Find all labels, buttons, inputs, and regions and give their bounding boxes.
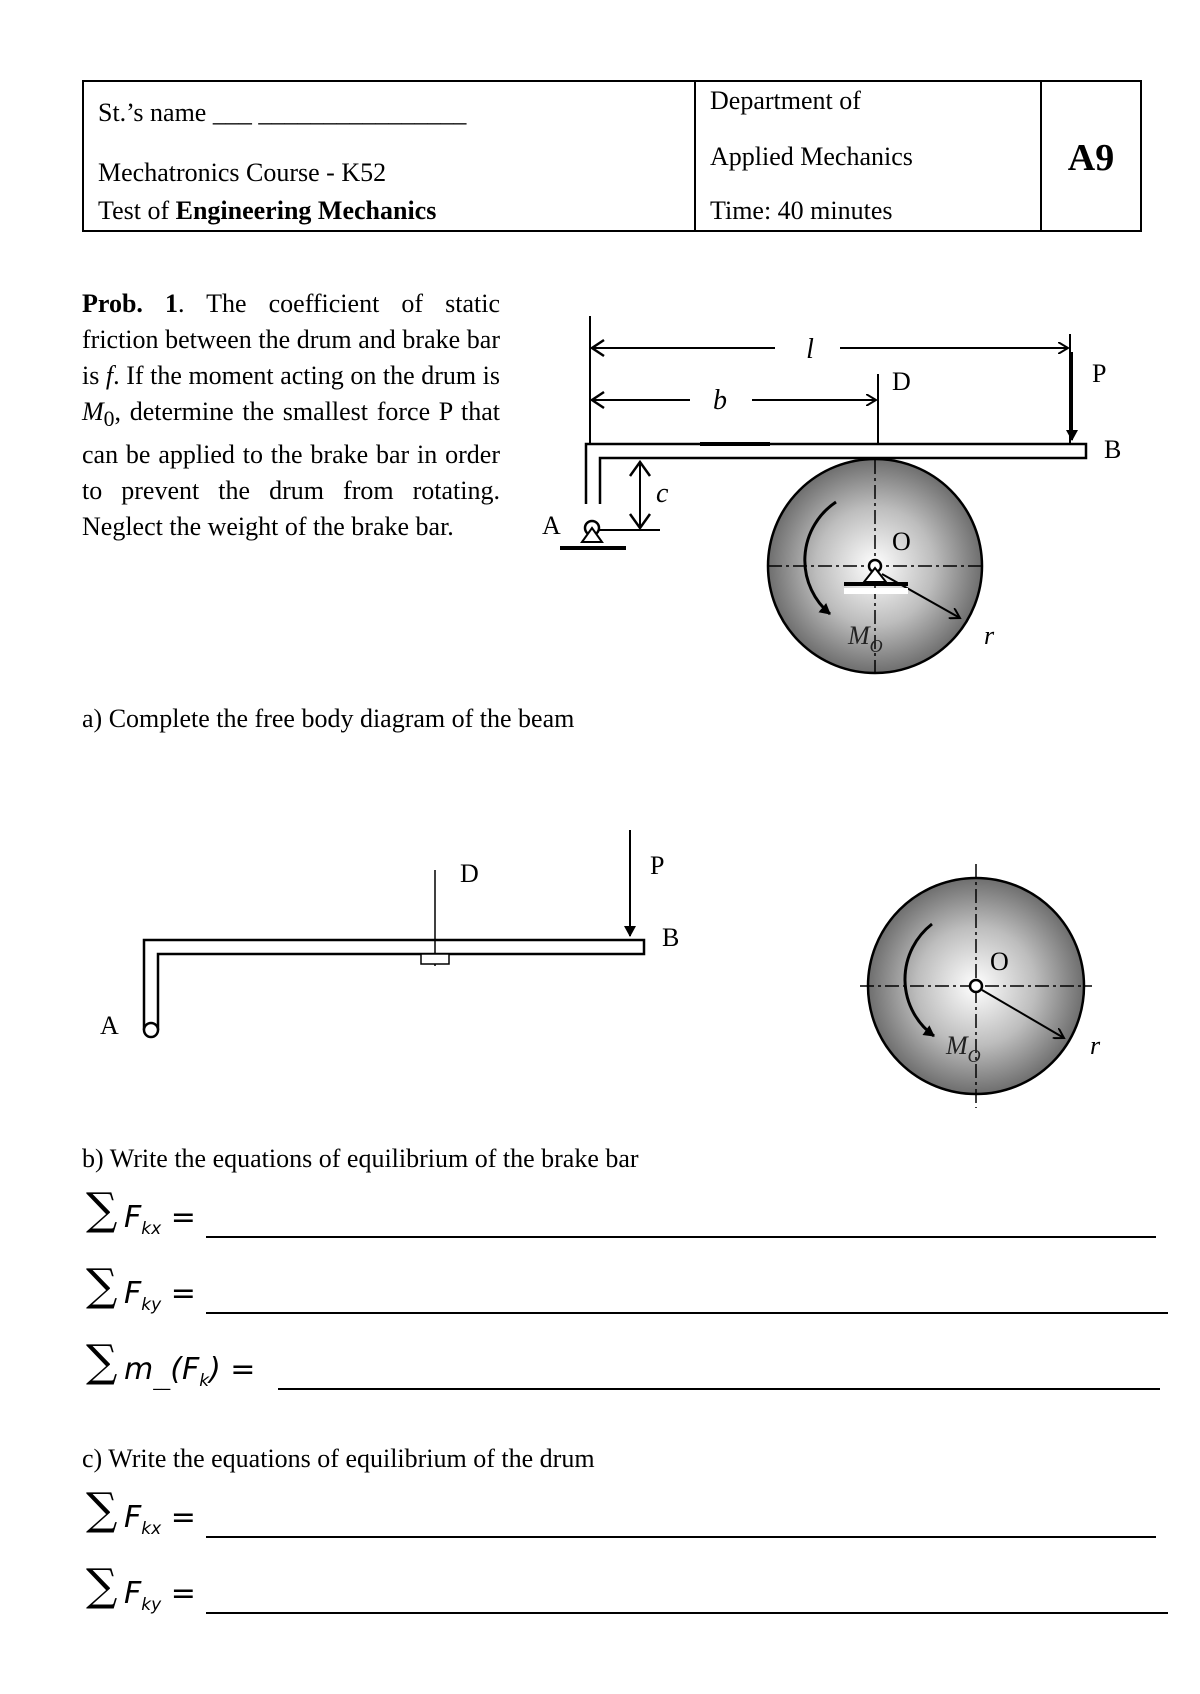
friction-symbol: f [105,361,114,390]
fbd-label-o: O [990,947,1009,976]
answer-line[interactable] [206,1236,1156,1238]
lhs-sub-2: k [199,1371,210,1391]
equation-lhs [124,1500,196,1539]
answer-line[interactable] [206,1312,1168,1314]
lhs-main: F [124,1500,142,1535]
question-b: b) Write the equations of equilibrium of the brake bar [82,1144,639,1173]
problem-text-b: . If the moment acting on the drum is [113,361,501,390]
lhs-sub: kx [141,1519,162,1539]
sum-symbol: ∑ [86,1484,118,1535]
label-r: r [984,621,995,650]
fbd-label-b: B [662,923,680,952]
label-l: l [806,334,814,365]
fbd-label-p: P [650,851,665,880]
lhs-tail: = [161,1500,196,1535]
label-moment-main: M [848,621,870,650]
sum-symbol: ∑ [86,1560,118,1611]
moment-subscript: 0 [103,407,115,432]
answer-line[interactable] [206,1536,1156,1538]
fbd-contact-d [421,954,449,964]
question-c: c) Write the equations of equilibrium of the drum [82,1444,595,1473]
fbd-label-moment-sub: O [967,1046,981,1066]
problem-label: Prob. 1 [82,289,178,318]
fbd-pin-a [144,1023,158,1037]
label-p: P [1092,359,1107,388]
fbd-bar [144,940,644,1030]
label-moment-sub: O [869,636,883,656]
lhs-sub: __ [153,1371,171,1391]
lhs-main: F [124,1576,142,1611]
fbd-drum [860,864,1092,1108]
dimension-c [596,462,669,530]
student-info-cell [84,82,696,230]
equation-lhs [124,1276,196,1315]
department-line-1: Department of [710,86,861,115]
label-b-point: B [1104,435,1122,464]
brake-system-figure [530,316,1150,686]
lhs-main: F [124,1276,142,1311]
lhs-tail-2: ) = [209,1352,256,1387]
time-label: Time: 40 minutes [710,196,893,225]
free-body-diagram-figure[interactable] [90,820,1140,1110]
equation-lhs [124,1576,196,1615]
lhs-tail: = [161,1276,196,1311]
test-code: A9 [1067,137,1115,179]
question-a: a) Complete the free body diagram of the beam [82,704,575,733]
dimension-l [590,316,1070,446]
lhs-sub: ky [141,1295,162,1315]
lhs-sub: kx [141,1219,162,1239]
test-code-cell [1042,82,1140,230]
sum-symbol: ∑ [86,1184,118,1235]
sum-symbol: ∑ [86,1336,118,1387]
problem-text-a: . The coefficient of static friction between the drum and brake bar is [82,289,500,390]
label-c: c [656,478,669,509]
label-a: A [542,511,561,540]
fbd-label-r: r [1090,1031,1101,1060]
answer-line[interactable] [278,1388,1160,1390]
equation-lhs [124,1352,255,1391]
fbd-label-moment-main: M [946,1031,968,1060]
lhs-tail: = [161,1200,196,1235]
header-table [82,80,1142,232]
fbd-label-a: A [100,1011,119,1040]
sum-symbol: ∑ [86,1260,118,1311]
equation-lhs [124,1200,196,1239]
lhs-main: m [124,1352,154,1387]
dimension-b [592,374,878,446]
test-label [98,196,436,226]
test-prefix: Test of [98,196,176,225]
answer-line[interactable] [206,1612,1168,1614]
lhs-tail: = [161,1576,196,1611]
course-label: Mechatronics Course - K52 [98,158,387,187]
test-subject: Engineering Mechanics [175,196,437,225]
label-o: O [892,527,911,556]
lhs-sub: ky [141,1595,162,1615]
problem-statement [82,286,500,545]
department-cell [696,82,1042,230]
label-d: D [892,367,911,396]
moment-symbol: M [82,397,104,426]
lhs-main: F [124,1200,142,1235]
lhs-tail: (F [170,1352,200,1387]
problem-text-c: , determine the smallest force P that can be applied to the brake bar in order to prevent the drum from rotating. Neglect the weight of the brake bar. [82,397,500,542]
fbd-label-d: D [460,859,479,888]
label-b: b [713,385,727,416]
student-name-field[interactable]: St.’s name ___ ________________ [98,98,467,127]
department-line-2: Applied Mechanics [710,142,913,171]
pin-support-a [560,521,626,548]
